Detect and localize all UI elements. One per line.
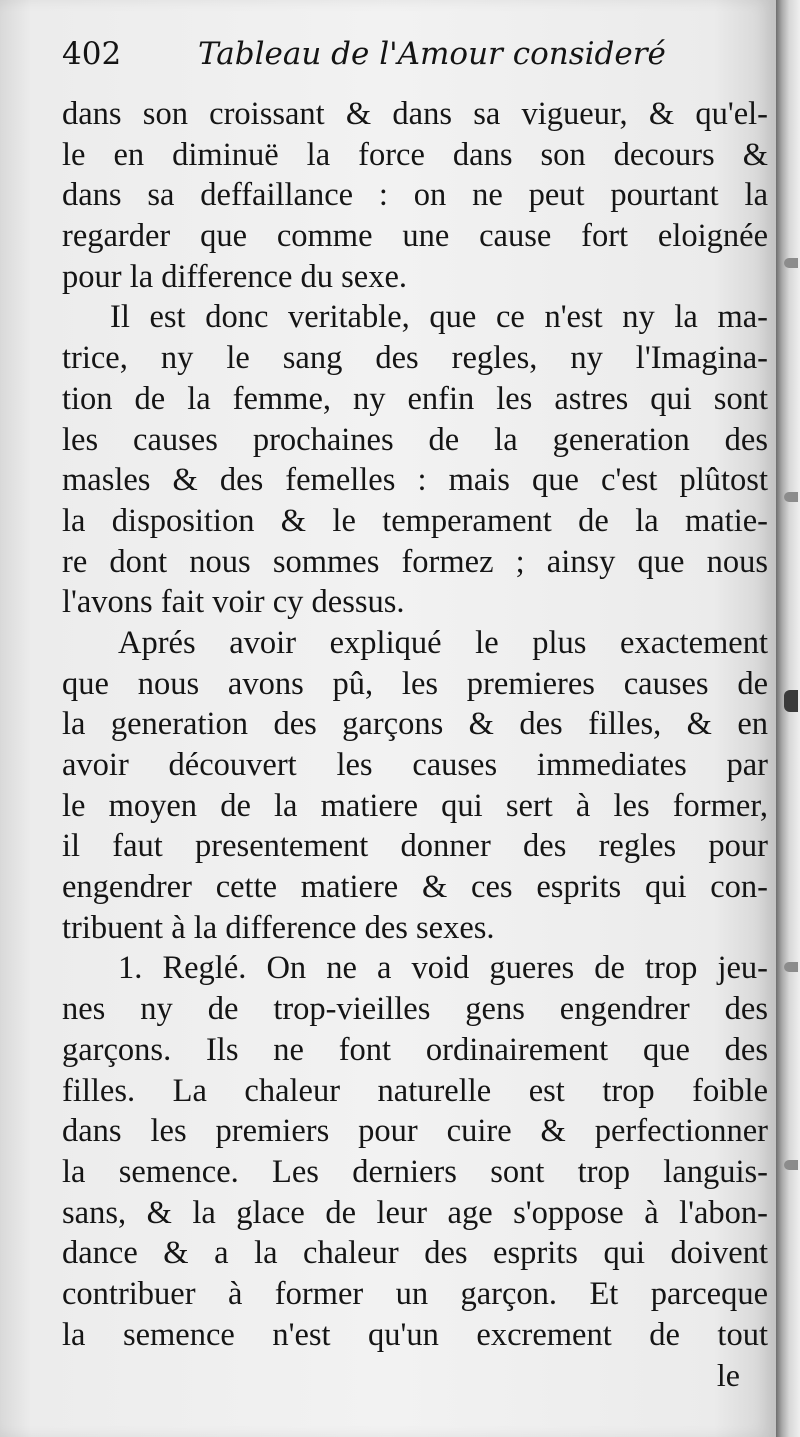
text-line: dans les premiers pour cuire & perfectionner (62, 1113, 768, 1150)
text-line: 1. Reglé. On ne a void gueres de trop jeu- (118, 950, 768, 987)
text-line: masles & des femelles : mais que c'est plûtost (62, 462, 768, 499)
text-line: sans, & la glace de leur age s'oppose à l'abon- (62, 1194, 768, 1231)
page-number: 402 (62, 36, 122, 72)
text-line: les causes prochaines de la generation des (62, 421, 768, 458)
text-line: que nous avons pû, les premieres causes de (62, 665, 768, 702)
text-line: la semence. Les derniers sont trop languis- (62, 1153, 768, 1190)
text-line: la disposition & le temperament de la matie- (62, 502, 768, 539)
text-line: pour la difference du sexe. (62, 258, 408, 295)
text-line: dans sa deffaillance : on ne peut pourtant la (62, 177, 768, 214)
text-line: la generation des garçons & des filles, & en (62, 706, 768, 743)
page-edge-tab (784, 690, 798, 712)
text-line: Aprés avoir expliqué le plus exactement (118, 624, 768, 661)
text-line: engendrer cette matiere & ces esprits qui con- (62, 869, 768, 906)
text-line: filles. La chaleur naturelle est trop foible (62, 1072, 768, 1109)
text-line: contribuer à former un garçon. Et parceque (62, 1275, 768, 1312)
page-header (62, 36, 762, 80)
text-line: nes ny de trop-vieilles gens engendrer des (62, 991, 768, 1028)
text-line: trice, ny le sang des regles, ny l'Imagina- (62, 340, 768, 377)
text-line: l'avons fait voir cy dessus. (62, 584, 405, 621)
text-line: regarder que comme une cause fort eloignée (62, 218, 768, 255)
text-line: re dont nous sommes formez ; ainsy que nous (62, 543, 768, 580)
page-edge-tab (784, 1160, 798, 1170)
text-line: le moyen de la matiere qui sert à les former, (62, 787, 768, 824)
text-line: garçons. Ils ne font ordinairement que des (62, 1031, 768, 1068)
body-text (62, 94, 768, 1355)
text-line: tion de la femme, ny enfin les astres qui sont (62, 380, 768, 417)
page-edge-tab (784, 492, 798, 502)
text-line: avoir découvert les causes immediates par (62, 747, 768, 783)
page-fore-edge (776, 0, 800, 1437)
text-line: dance & a la chaleur des esprits qui doivent (62, 1235, 768, 1272)
text-line: la semence n'est qu'un excrement de tout (62, 1316, 768, 1353)
text-line: dans son croissant & dans sa vigueur, & qu'el- (62, 96, 768, 132)
text-line: tribuent à la difference des sexes. (62, 909, 495, 946)
text-line: il faut presentement donner des regles pour (62, 828, 768, 865)
page-edge-tab (784, 962, 798, 972)
text-line: Il est donc veritable, que ce n'est ny la ma- (110, 299, 768, 336)
text-line: le en diminuë la force dans son decours & (62, 136, 768, 173)
page-edge-tab (784, 258, 798, 268)
running-title: Tableau de l'Amour consideré (198, 36, 666, 72)
catchword: le (716, 1357, 740, 1393)
